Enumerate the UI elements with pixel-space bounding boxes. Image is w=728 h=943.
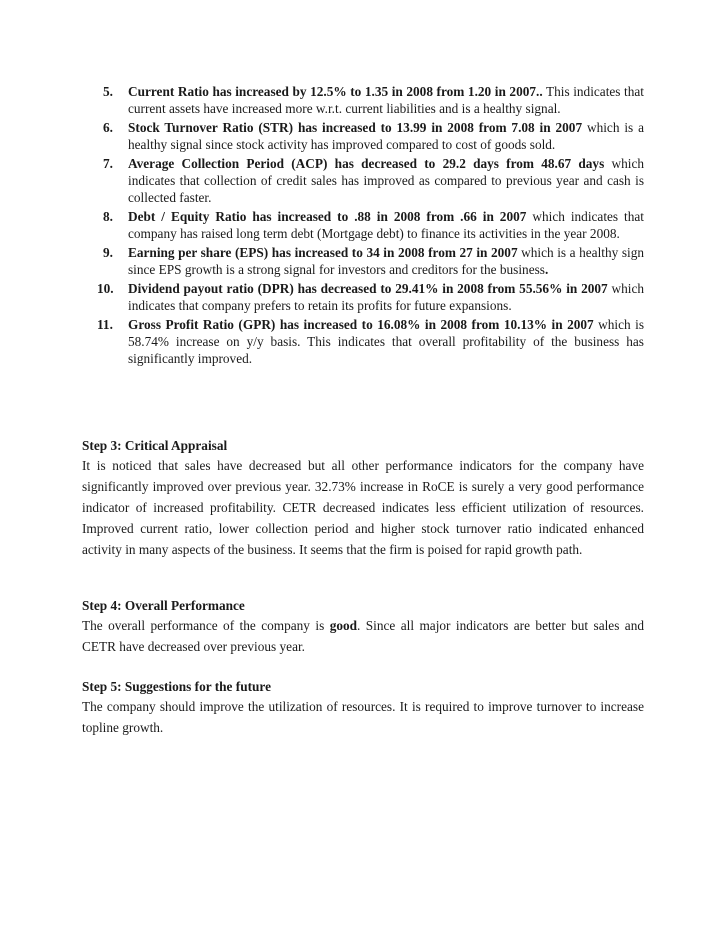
list-item-text: which is a healthy signal since stock activity has improved compared to cost of goods sold. bbox=[128, 120, 644, 152]
list-item-lead: Stock Turnover Ratio (STR) has increased to 13.99 in 2008 from 7.08 in 2007 bbox=[128, 120, 583, 135]
section-body: The company should improve the utilization of resources. It is required to improve turnover to increase topline growth. bbox=[82, 699, 644, 735]
list-item-number: 6. bbox=[103, 120, 113, 135]
list-item-lead: Earning per share (EPS) has increased to 34 in 2008 from 27 in 2007 bbox=[128, 245, 518, 260]
section-heading: Step 4: Overall Performance bbox=[82, 598, 245, 613]
overall-performance-section bbox=[82, 596, 644, 657]
list-item bbox=[97, 280, 644, 314]
list-item-text: which is a healthy sign since EPS growth is a strong signal for investors and creditors for the business bbox=[128, 245, 644, 277]
section-body-text: The overall performance of the company is bbox=[82, 618, 330, 633]
list-item bbox=[103, 119, 644, 153]
list-item-tail: . bbox=[544, 262, 549, 277]
section-heading: Step 3: Critical Appraisal bbox=[82, 438, 228, 453]
list-item-number: 8. bbox=[103, 209, 113, 224]
list-item bbox=[103, 155, 644, 206]
list-item-lead: Gross Profit Ratio (GPR) has increased to 16.08% in 2008 from 10.13% in 2007 bbox=[128, 317, 594, 332]
list-item bbox=[103, 83, 644, 117]
list-item-number: 7. bbox=[103, 156, 113, 171]
list-item-lead: Debt / Equity Ratio has increased to .88 in 2008 from .66 in 2007 bbox=[128, 209, 527, 224]
list-item-text: which is 58.74% increase on y/y basis. This indicates that overall profitability of the business has significantly improved. bbox=[128, 317, 645, 366]
list-item-text: which indicates that company prefers to retain its profits for future expansions. bbox=[128, 281, 644, 313]
list-item-number: 10. bbox=[97, 281, 114, 296]
critical-appraisal-section bbox=[82, 436, 644, 560]
list-item-number: 5. bbox=[103, 84, 113, 99]
list-item-text: which indicates that company has raised long term debt (Mortgage debt) to finance its activities in the year 2008. bbox=[128, 209, 644, 241]
section-body bbox=[82, 615, 644, 657]
performance-rating: good bbox=[329, 618, 358, 633]
list-item-number: 11. bbox=[97, 317, 113, 332]
list-item bbox=[103, 244, 644, 278]
list-item-text: which indicates that collection of credit sales has improved as compared to previous year and cash is collected faster. bbox=[128, 156, 644, 205]
list-item bbox=[103, 208, 644, 242]
section-body-text: . Since all major indicators are better but sales and CETR have decreased over previous year. bbox=[82, 618, 645, 654]
section-body: It is noticed that sales have decreased but all other performance indicators for the company have significantly improved over previous year. 32.73% increase in RoCE is surely a very good performance indicator of increased profitability. CETR decreased indicates less efficient utilization of resources. Improved current ratio, lower collection period and higher stock turnover ratio indicated enhanced activity in many aspects of the business. It seems that the firm is poised for rapid growth path. bbox=[82, 458, 644, 557]
section-heading: Step 5: Suggestions for the future bbox=[82, 679, 271, 694]
list-item-lead: Current Ratio has increased by 12.5% to 1.35 in 2008 from 1.20 in 2007.. bbox=[128, 84, 543, 99]
list-item-lead: Dividend payout ratio (DPR) has decreased to 29.41% in 2008 from 55.56% in 2007 bbox=[128, 281, 608, 296]
ratio-analysis-list bbox=[97, 83, 645, 369]
list-item-text: This indicates that current assets have increased more w.r.t. current liabilities and is a healthy signal. bbox=[128, 84, 644, 116]
list-item-number: 9. bbox=[103, 245, 113, 260]
list-item bbox=[97, 316, 645, 367]
suggestions-section bbox=[82, 677, 644, 738]
list-item-lead: Average Collection Period (ACP) has decreased to 29.2 days from 48.67 days bbox=[128, 156, 605, 171]
